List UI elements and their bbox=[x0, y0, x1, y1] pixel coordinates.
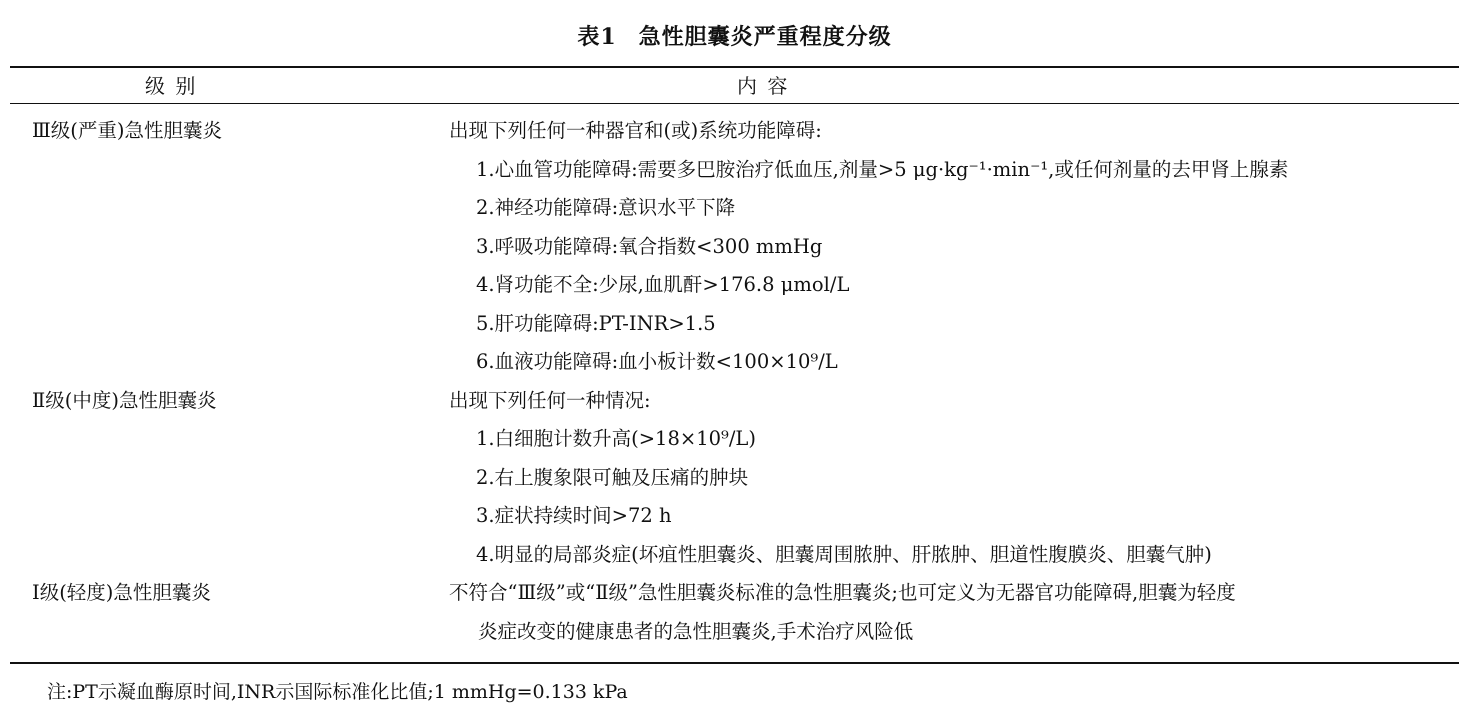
bottom-rule bbox=[10, 662, 1459, 664]
table-row bbox=[0, 382, 1469, 421]
table-row bbox=[0, 497, 1469, 536]
content-cell: 5.肝功能障碍:PT-INR>1.5 bbox=[476, 311, 716, 335]
content-cell: 1.白细胞计数升高(>18×10⁹/L) bbox=[476, 427, 756, 450]
content-cell: 3.呼吸功能障碍:氧合指数<300 mmHg bbox=[476, 234, 823, 258]
content-cell: 出现下列任何一种器官和(或)系统功能障碍: bbox=[449, 119, 822, 142]
table-row bbox=[0, 613, 1469, 652]
table-row bbox=[0, 305, 1469, 344]
table-row bbox=[0, 266, 1469, 305]
table-row bbox=[0, 228, 1469, 267]
table-caption bbox=[0, 20, 1469, 51]
table-row bbox=[0, 536, 1469, 575]
content-cell: 4.肾功能不全:少尿,血肌酐>176.8 μmol/L bbox=[476, 273, 850, 296]
content-cell: 1.心血管功能障碍:需要多巴胺治疗低血压,剂量>5 μg·kg⁻¹·min⁻¹,或任何剂量的去甲肾上腺素 bbox=[476, 157, 1289, 181]
content-cell: 炎症改变的健康患者的急性胆囊炎,手术治疗风险低 bbox=[478, 619, 914, 643]
column-header-content: 内 容 bbox=[737, 74, 790, 98]
content-cell: 不符合“Ⅲ级”或“Ⅱ级”急性胆囊炎标准的急性胆囊炎;也可定义为无器官功能障碍,胆囊为轻度 bbox=[449, 581, 1236, 604]
content-cell: 出现下列任何一种情况: bbox=[449, 388, 651, 412]
content-cell: 3.症状持续时间>72 h bbox=[476, 504, 672, 527]
column-header-grade: 级 别 bbox=[145, 74, 198, 98]
grade-cell: Ⅰ级(轻度)急性胆囊炎 bbox=[32, 581, 211, 604]
header-rule bbox=[10, 103, 1459, 104]
content-cell: 2.右上腹象限可触及压痛的肿块 bbox=[476, 465, 749, 489]
table-row bbox=[0, 420, 1469, 459]
table-row bbox=[0, 112, 1469, 151]
table-number: 表1 bbox=[577, 24, 617, 50]
table-row bbox=[0, 343, 1469, 382]
table-row bbox=[0, 574, 1469, 613]
table-footnote: 注:PT示凝血酶原时间,INR示国际标准化比值;1 mmHg=0.133 kPa bbox=[47, 681, 628, 703]
table-title: 急性胆囊炎严重程度分级 bbox=[638, 24, 892, 50]
content-cell: 2.神经功能障碍:意识水平下降 bbox=[476, 196, 736, 219]
table-row bbox=[0, 459, 1469, 498]
table-body bbox=[0, 112, 1469, 651]
table-row bbox=[0, 189, 1469, 228]
table-row bbox=[0, 151, 1469, 190]
grade-cell: Ⅲ级(严重)急性胆囊炎 bbox=[32, 119, 223, 142]
top-rule bbox=[10, 66, 1459, 68]
content-cell: 6.血液功能障碍:血小板计数<100×10⁹/L bbox=[476, 350, 838, 373]
content-cell: 4.明显的局部炎症(坏疽性胆囊炎、胆囊周围脓肿、肝脓肿、胆道性腹膜炎、胆囊气肿) bbox=[476, 542, 1212, 566]
grade-cell: Ⅱ级(中度)急性胆囊炎 bbox=[32, 388, 217, 412]
